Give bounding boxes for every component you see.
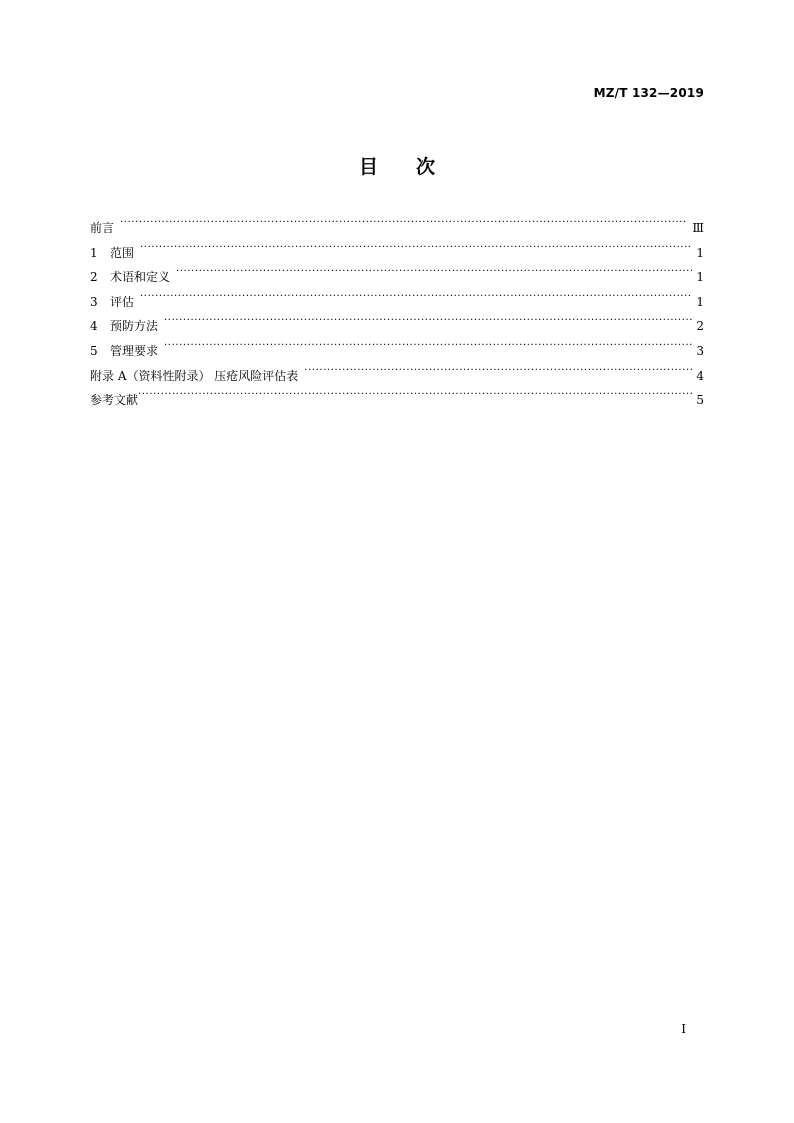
- toc-entry-scope[interactable]: [90, 243, 704, 268]
- dot-leader: [176, 267, 692, 281]
- toc-entry-label: 1 范围: [90, 245, 135, 260]
- dot-leader: [164, 341, 692, 355]
- toc-entry-page: 5: [696, 393, 704, 408]
- toc-entry-preface[interactable]: [90, 218, 704, 243]
- dot-leader: [164, 316, 692, 330]
- table-of-contents: [90, 218, 704, 415]
- toc-entry-label: 前言: [90, 221, 115, 235]
- toc-entry-label: 3 评估: [90, 294, 135, 309]
- toc-entry-appendix-a[interactable]: [90, 366, 704, 391]
- toc-entry-page: 1: [696, 245, 704, 260]
- toc-entry-label: 附录 A（资料性附录） 压疮风险评估表: [90, 368, 299, 383]
- dot-leader: [138, 390, 692, 404]
- toc-entry-references[interactable]: [90, 390, 704, 415]
- toc-entry-label: 参考文献: [90, 393, 139, 408]
- toc-entry-page: Ⅲ: [692, 221, 704, 235]
- toc-entry-label: 4 预防方法: [90, 319, 159, 334]
- standard-code: MZ/T 132—2019: [593, 86, 704, 100]
- toc-entry-assessment[interactable]: [90, 292, 704, 317]
- dot-leader: [304, 366, 692, 380]
- toc-entry-page: 1: [696, 294, 704, 309]
- toc-entry-prevention[interactable]: [90, 316, 704, 341]
- toc-entry-label: 5 管理要求: [90, 343, 159, 358]
- toc-entry-label: 2 术语和定义: [90, 270, 171, 285]
- toc-entry-terms[interactable]: [90, 267, 704, 292]
- toc-entry-page: 1: [696, 270, 704, 285]
- toc-entry-page: 4: [696, 368, 704, 383]
- toc-entry-page: 3: [696, 343, 704, 358]
- page-title: 目次: [358, 156, 473, 178]
- dot-leader: [120, 218, 688, 232]
- dot-leader: [140, 292, 692, 306]
- toc-entry-management[interactable]: [90, 341, 704, 366]
- page-number: I: [681, 1022, 686, 1036]
- dot-leader: [140, 243, 692, 257]
- toc-entry-page: 2: [696, 319, 704, 334]
